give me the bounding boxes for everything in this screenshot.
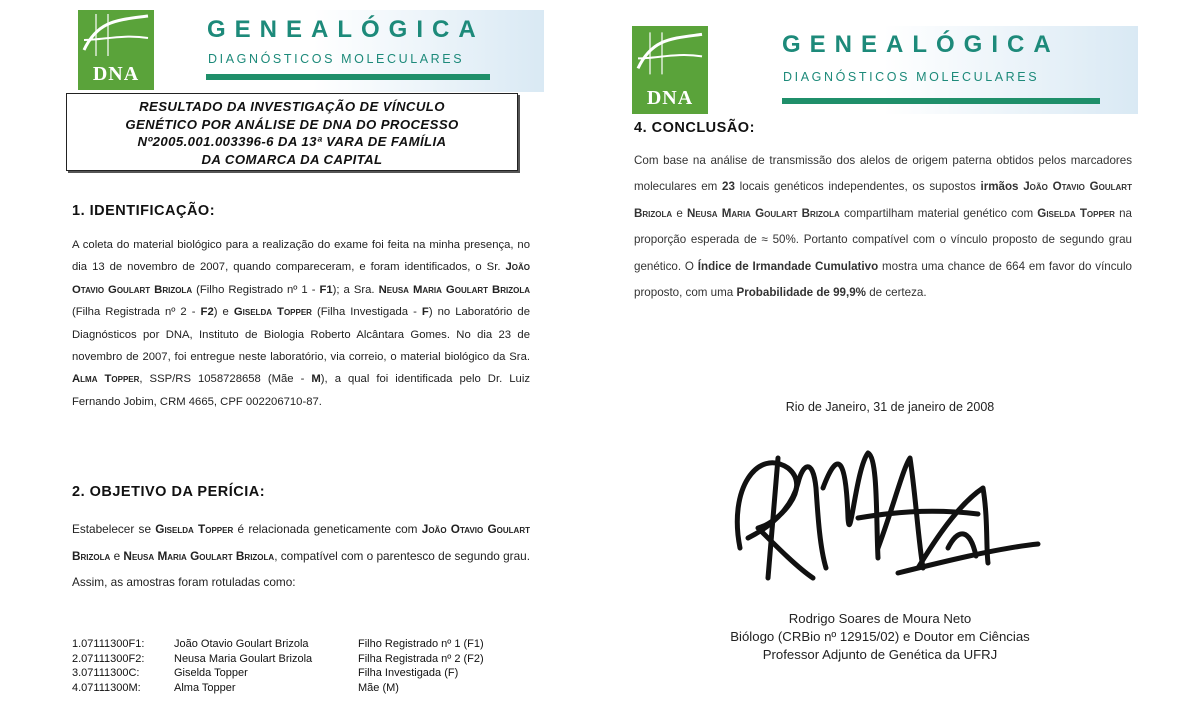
- brand-subtitle: DIAGNÓSTICOS MOLECULARES: [208, 52, 465, 66]
- signer-position: Professor Adjunto de Genética da UFRJ: [762, 647, 998, 662]
- dna-helix-icon: [632, 26, 708, 79]
- person-name: Neusa Maria Goulart Brizola: [123, 548, 275, 563]
- sample-code: M: [311, 373, 321, 386]
- person-name: João Otavio Goulart Brizola: [72, 522, 530, 563]
- text: compartilham material genético com: [839, 206, 1038, 220]
- sample-name: Neusa Maria Goulart Brizola: [174, 652, 313, 665]
- identificacao-paragraph: [72, 234, 530, 413]
- person-name: Giselda Topper: [1037, 206, 1115, 220]
- brand-subtitle: DIAGNÓSTICOS MOLECULARES: [783, 70, 1040, 84]
- text: ); a Sra.: [332, 283, 379, 296]
- sample-code: 4.07111300M:: [72, 681, 141, 694]
- person-name: Alma Topper: [72, 373, 140, 386]
- sample-role: Mãe (M): [358, 681, 399, 694]
- text: mostra uma chance de 664 em favor do vínculo proposto, com uma: [634, 259, 1133, 300]
- text: ) e: [213, 306, 234, 319]
- samples-list: [72, 637, 542, 695]
- text: Com base na análise de transmissão dos alelos de origem paterna obtidos pelos marcadores moleculares em: [634, 154, 1132, 194]
- text: A coleta do material biológico para a realização do exame foi feita na minha presença, no dia 13 de novembro de 2007, quando compareceram, e foram identificados, o Sr.: [72, 239, 530, 274]
- probability-label: Probabilidade de 99,9%: [736, 286, 866, 300]
- report-title-box: [66, 93, 518, 171]
- relationship-word: irmãos: [980, 180, 1019, 194]
- text: (Filha Registrada nº 2 -: [72, 306, 201, 319]
- sample-code: F1: [319, 283, 333, 296]
- conclusao-paragraph: [634, 148, 1132, 306]
- text: ) no Laboratório de Diagnósticos por DNA, Instituto de Biologia Roberto Alcântara Gomes. No dia 23 de novembro de 2007, foi entregue neste laboratório, via correio, o material biológico da Sra.: [72, 306, 530, 364]
- person-name: João Otavio Goulart Brizola: [72, 261, 530, 296]
- handwritten-signature: [718, 428, 1048, 598]
- title-line: RESULTADO DA INVESTIGAÇÃO DE VÍNCULO: [139, 99, 445, 114]
- person-name: João Otavio Goulart Brizola: [634, 180, 1132, 220]
- place-date: Rio de Janeiro, 31 de janeiro de 2008: [785, 400, 995, 414]
- title-line: Nº2005.001.003396-6 DA 13ª VARA DE FAMÍLIA: [137, 134, 447, 149]
- sample-code: 2.07111300F2:: [72, 652, 145, 665]
- index-label: Índice de Irmandade Cumulativo: [697, 259, 879, 273]
- sample-row: [72, 652, 542, 667]
- text: locais genéticos independentes, os supostos: [734, 180, 981, 194]
- text: na proporção esperada de ≈ 50%. Portanto compatível com o vínculo proposto de segundo grau genético. O: [634, 206, 1132, 273]
- signer-name: Rodrigo Soares de Moura Neto: [788, 611, 972, 626]
- person-name: Giselda Topper: [233, 306, 312, 319]
- title-line: GENÉTICO POR ANÁLISE DE DNA DO PROCESSO: [125, 116, 459, 132]
- signer-block: [690, 610, 1070, 664]
- logo-text: DNA: [92, 63, 140, 85]
- sample-name: Alma Topper: [174, 681, 236, 694]
- logo-text: DNA: [646, 87, 694, 109]
- brand-name: GENEALÓGICA: [782, 31, 1060, 58]
- sample-code: 3.07111300C:: [72, 667, 140, 680]
- brand-name: GENEALÓGICA: [207, 16, 485, 43]
- person-name: Neusa Maria Goulart Brizola: [686, 206, 840, 220]
- text: ), a qual foi identificada pelo Dr. Luiz Fernando Jobim, CRM 4665, CPF 002206710-87.: [72, 373, 530, 408]
- sample-role: Filho Registrado nº 1 (F1): [358, 638, 484, 650]
- loci-count: 23: [722, 180, 735, 194]
- text: é relacionada geneticamente com: [233, 522, 422, 536]
- dna-helix-icon: [78, 10, 154, 58]
- text: Estabelecer se: [72, 522, 156, 536]
- sample-role: Filha Investigada (F): [358, 667, 459, 680]
- section-heading-identificacao: 1. IDENTIFICAÇÃO:: [72, 203, 216, 219]
- dna-logo: [632, 26, 708, 114]
- signer-credentials: Biólogo (CRBio nº 12915/02) e Doutor em Ciências: [730, 629, 1030, 644]
- sample-row: [72, 637, 542, 652]
- title-line: DA COMARCA DA CAPITAL: [201, 151, 383, 167]
- text: (Filho Registrado nº 1 -: [192, 283, 320, 296]
- text: (Filha Investigada -: [311, 306, 422, 319]
- text: , SSP/RS 1058728658 (Mãe -: [139, 373, 312, 386]
- sample-row: [72, 681, 542, 696]
- sample-code: F2: [200, 306, 214, 319]
- person-name: Giselda Topper: [155, 522, 234, 536]
- text: e: [672, 206, 687, 220]
- sample-role: Filha Registrada nº 2 (F2): [358, 652, 484, 665]
- sample-name: Giselda Topper: [174, 667, 248, 680]
- sample-code: 1.07111300F1:: [72, 638, 145, 650]
- brand-bar: [782, 98, 1100, 104]
- objetivo-paragraph: [72, 516, 530, 596]
- person-name: Neusa Maria Goulart Brizola: [378, 283, 530, 296]
- section-heading-conclusao: 4. CONCLUSÃO:: [634, 120, 755, 136]
- section-heading-objetivo: 2. OBJETIVO DA PERÍCIA:: [72, 484, 266, 500]
- text: de certeza.: [865, 286, 927, 300]
- sample-row: [72, 666, 542, 681]
- text: e: [110, 548, 124, 563]
- sample-name: João Otavio Goulart Brizola: [174, 638, 309, 650]
- sample-code: F: [421, 306, 429, 319]
- text: , compatível com o parentesco de segundo grau. Assim, as amostras foram rotuladas como:: [72, 548, 530, 589]
- brand-bar: [206, 74, 490, 80]
- dna-logo: [78, 10, 154, 90]
